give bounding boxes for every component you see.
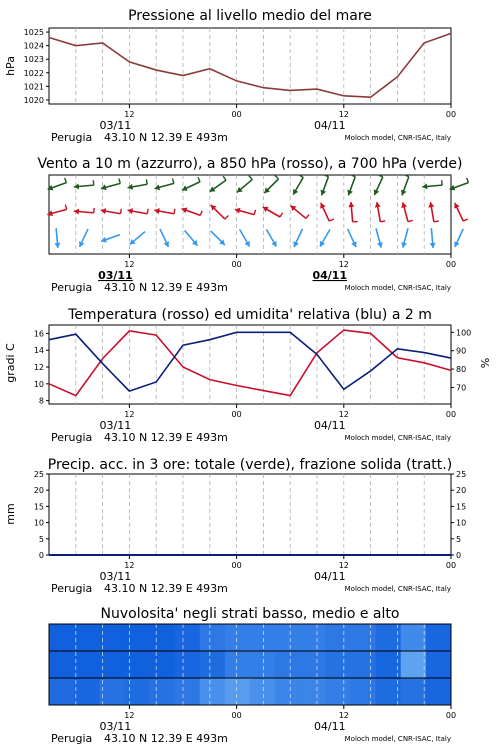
wind-barb <box>380 221 385 222</box>
pressure-title: Pressione al livello medio del mare <box>128 8 372 24</box>
wind-arrow-850-hPa <box>101 208 122 214</box>
wind-barb <box>275 175 279 179</box>
x-tick-label: 12 <box>338 260 349 269</box>
wind-arrow-850-hPa <box>454 203 468 221</box>
wind-head <box>430 243 436 248</box>
pressure-line-point <box>343 95 344 96</box>
y-tick-label: 1025 <box>23 28 44 38</box>
cloud-cell-medio <box>401 651 427 678</box>
y-tick-label: 15 <box>33 502 44 512</box>
wind-arrow-700-hPa <box>450 178 469 191</box>
pressure-line <box>49 33 451 97</box>
wind-arrow-700-hPa <box>101 179 120 191</box>
pressure-line-point <box>236 80 237 81</box>
x-tick-label: 00 <box>445 410 457 419</box>
wind-head <box>74 209 79 215</box>
humidity-ylabel: % <box>479 357 492 369</box>
wind-barb <box>249 176 252 180</box>
wind-arrow-10-m <box>293 229 302 247</box>
wind-arrow-850-hPa <box>291 206 310 219</box>
cloud-cell-medio <box>175 651 201 678</box>
temperature-line-point <box>48 383 49 384</box>
cloud-cell-alto <box>401 624 427 651</box>
wind-arrow-850-hPa <box>348 202 357 222</box>
x-tick-label: 12 <box>124 410 135 419</box>
wind-head <box>377 242 383 248</box>
model-source: Moloch model, CNR-ISAC, Italy <box>344 284 451 292</box>
y-tick-label: 0 <box>38 551 44 560</box>
location-coords: 43.10 N 12.39 E 493m <box>104 131 228 144</box>
precipitation-line-point <box>48 554 49 555</box>
humidity-line-point <box>370 370 371 371</box>
y-tick-label-right: 25 <box>456 470 467 479</box>
location-coords: 43.10 N 12.39 E 493m <box>104 431 228 444</box>
wind-arrow-850-hPa <box>375 202 385 222</box>
pressure-line-point <box>48 37 49 38</box>
humidity-line-point <box>450 357 451 358</box>
cloud-cell-basso <box>225 678 251 705</box>
wind-arrow-10-m <box>320 229 330 246</box>
pressure-line-point <box>290 90 291 91</box>
wind-arrow-700-hPa <box>401 175 409 196</box>
wind-barb <box>254 210 255 215</box>
x-tick-label: 12 <box>124 561 135 570</box>
x-tick-label: 12 <box>124 260 135 269</box>
wind-barb <box>198 177 200 182</box>
wind-arrow-700-hPa <box>210 176 226 192</box>
wind-arrow-700-hPa <box>237 176 252 193</box>
wind-head <box>101 184 107 190</box>
y-tick-label: 14 <box>33 346 44 356</box>
y-tick-label-right: 100 <box>456 328 472 338</box>
wind-arrow-10-m <box>211 231 225 245</box>
pressure-line-point <box>316 88 317 89</box>
wind-arrow-700-hPa <box>182 177 200 191</box>
wind-arrow-700-hPa <box>347 175 355 196</box>
humidity-line <box>49 332 451 391</box>
y-tick-label: 1022 <box>23 68 44 78</box>
y-tick-label-right: 20 <box>456 486 467 496</box>
wind-barb <box>65 205 66 210</box>
pressure-ylabel: hPa <box>4 56 17 76</box>
precipitation-line-point <box>316 554 317 555</box>
wind-head <box>401 202 407 208</box>
wind-barb <box>120 209 121 214</box>
wind-arrow-700-hPa <box>422 180 442 189</box>
wind-arrow-10-m <box>348 229 357 247</box>
wind-arrow-700-hPa <box>48 178 67 191</box>
temperature-line <box>49 330 451 396</box>
date-label: 04/11 <box>313 119 346 132</box>
x-tick-label: 00 <box>231 260 242 269</box>
wind-arrow-850-hPa <box>47 205 66 217</box>
wind-arrow-10-m <box>376 228 383 247</box>
wind-barb <box>147 209 148 214</box>
temperature-line-point <box>263 390 264 391</box>
cloud-cell-medio <box>150 651 176 678</box>
wind-head <box>155 184 161 190</box>
humidity-line-point <box>209 339 210 340</box>
wind-arrow-10-m <box>79 229 88 247</box>
pressure-line-point <box>424 42 425 43</box>
cloud-cell-medio <box>351 651 377 678</box>
location-name: Perugia <box>51 281 93 294</box>
pressure-line-point <box>156 69 157 70</box>
cloud-cell-basso <box>300 678 326 705</box>
cloud-cell-alto <box>300 624 326 651</box>
pressure-line-point <box>397 76 398 77</box>
date-label: 03/11 <box>99 720 132 733</box>
cloud-cell-medio <box>426 651 452 678</box>
wind-head <box>235 208 241 214</box>
wind-arrow-850-hPa <box>74 208 94 215</box>
date-label: 04/11 <box>313 419 346 432</box>
date-label: 03/11 <box>99 419 132 432</box>
y-tick-label: 1024 <box>23 41 44 51</box>
cloud-cell-basso <box>401 678 427 705</box>
precipitation-line-point <box>424 554 425 555</box>
wind-panel <box>37 156 468 294</box>
y-tick-label: 1020 <box>23 95 44 105</box>
x-tick-label: 00 <box>445 260 457 269</box>
cloud-cell-basso <box>175 678 201 705</box>
cloud-cell-medio <box>225 651 251 678</box>
location-coords: 43.10 N 12.39 E 493m <box>104 281 228 294</box>
precipitation-line-point <box>263 554 264 555</box>
cloud-cell-basso <box>250 678 276 705</box>
date-label: 04/11 <box>312 269 348 282</box>
wind-head <box>422 183 427 189</box>
location-name: Perugia <box>51 582 93 595</box>
x-tick-label: 12 <box>338 561 349 570</box>
cloud-cell-basso <box>275 678 301 705</box>
temperature-humidity-panel <box>4 307 492 444</box>
humidity-line-point <box>156 381 157 382</box>
humidity-line-point <box>263 332 264 333</box>
x-tick-label: 00 <box>231 711 242 720</box>
y-tick-label: 8 <box>38 396 44 406</box>
temperature-line-point <box>450 370 451 371</box>
wind-barb <box>223 176 226 180</box>
location-name: Perugia <box>51 732 93 745</box>
model-source: Moloch model, CNR-ISAC, Italy <box>344 735 451 743</box>
model-source: Moloch model, CNR-ISAC, Italy <box>344 585 451 593</box>
y-tick-label: 16 <box>33 329 44 339</box>
y-tick-label: 10 <box>33 518 44 528</box>
y-tick-label: 12 <box>33 363 44 373</box>
pressure-line-point <box>263 87 264 88</box>
humidity-line-point <box>290 332 291 333</box>
precipitation-panel <box>4 457 466 595</box>
cloud-cell-medio <box>49 651 75 678</box>
y-tick-label-right: 10 <box>456 518 467 528</box>
cloud-cell-alto <box>325 624 351 651</box>
temperature-line-point <box>102 358 103 359</box>
temperature-line-point <box>343 329 344 330</box>
plot-frame <box>49 325 451 404</box>
precipitation-line-point <box>75 554 76 555</box>
cloud-cell-alto <box>426 624 452 651</box>
temperature-line-point <box>182 366 183 367</box>
humidity-line-point <box>75 334 76 335</box>
temperature-line-point <box>209 379 210 380</box>
temperature-line-point <box>397 357 398 358</box>
wind-arrow-700-hPa <box>128 179 148 189</box>
wind-arrow-10-m <box>130 232 145 245</box>
x-tick-label: 12 <box>338 110 349 119</box>
pressure-line-point <box>75 45 76 46</box>
pressure-line-point <box>182 75 183 76</box>
temperature-line-point <box>156 334 157 335</box>
pressure-panel <box>4 8 456 144</box>
cloud-cell-medio <box>300 651 326 678</box>
temperature-ylabel: gradi C <box>4 343 17 383</box>
cloud-cell-medio <box>275 651 301 678</box>
date-label: 03/11 <box>98 269 133 282</box>
cloud-cell-basso <box>99 678 125 705</box>
cloud-cell-medio <box>99 651 125 678</box>
y-tick-label: 20 <box>33 486 44 496</box>
wind-head <box>401 242 407 248</box>
wind-head <box>54 243 60 248</box>
precipitation-title: Precip. acc. in 3 ore: totale (verde), frazione solida (tratt.) <box>47 457 453 473</box>
cloud-cell-alto <box>175 624 201 651</box>
precipitation-line-point <box>102 554 103 555</box>
humidity-line-point <box>48 339 49 340</box>
humidity-line-point <box>424 352 425 353</box>
model-source: Moloch model, CNR-ISAC, Italy <box>344 434 451 442</box>
date-label: 03/11 <box>99 570 132 583</box>
cloud-cell-medio <box>124 651 150 678</box>
wind-head <box>47 210 53 216</box>
cloud-cell-medio <box>325 651 351 678</box>
cloud-cell-medio <box>250 651 276 678</box>
x-tick-label: 12 <box>124 711 135 720</box>
cloud-cell-medio <box>200 651 226 678</box>
y-tick-label-right: 5 <box>456 534 462 544</box>
temperature-title: Temperatura (rosso) ed umidita' relativa (blu) a 2 m <box>68 307 432 323</box>
wind-title: Vento a 10 m (azzurro), a 850 hPa (rosso), a 700 hPa (verde) <box>37 156 463 172</box>
wind-barb <box>329 219 334 221</box>
x-tick-label: 00 <box>445 561 457 570</box>
wind-barb <box>467 178 469 183</box>
wind-arrow-700-hPa <box>320 175 328 196</box>
cloud-cell-basso <box>124 678 150 705</box>
cloud-cell-basso <box>150 678 176 705</box>
wind-arrow-850-hPa <box>263 207 283 217</box>
precipitation-ylabel: mm <box>4 503 17 525</box>
wind-arrow-10-m <box>430 228 436 248</box>
cloud-cell-alto <box>74 624 100 651</box>
model-source: Moloch model, CNR-ISAC, Italy <box>344 134 451 142</box>
y-tick-label: 10 <box>33 379 44 389</box>
y-tick-label: 25 <box>33 470 44 479</box>
wind-arrow-700-hPa <box>374 175 383 195</box>
wind-barb <box>306 215 309 219</box>
precipitation-line-point <box>370 554 371 555</box>
date-label: 04/11 <box>313 570 346 583</box>
cloud-cell-basso <box>200 678 226 705</box>
date-label: 04/11 <box>313 720 346 733</box>
x-tick-label: 00 <box>445 110 457 119</box>
temperature-line-point <box>236 385 237 386</box>
precipitation-line-point <box>182 554 183 555</box>
wind-barb <box>200 211 202 216</box>
y-tick-label-right: 15 <box>456 502 467 512</box>
wind-barb <box>280 213 283 217</box>
plot-frame <box>49 28 451 104</box>
wind-arrow-10-m <box>185 230 198 245</box>
wind-arrow-700-hPa <box>155 179 174 191</box>
precipitation-line-point <box>290 554 291 555</box>
humidity-line-point <box>102 363 103 364</box>
precipitation-line-point <box>156 554 157 555</box>
temperature-line-point <box>370 333 371 334</box>
humidity-line-point <box>397 348 398 349</box>
wind-arrow-850-hPa <box>235 208 256 215</box>
humidity-line-point <box>129 391 130 392</box>
cloud-cell-alto <box>124 624 150 651</box>
cloud-cell-alto <box>250 624 276 651</box>
temperature-line-point <box>75 395 76 396</box>
wind-arrow-700-hPa <box>264 175 278 193</box>
cloud-cell-alto <box>225 624 251 651</box>
wind-arrow-850-hPa <box>211 205 229 219</box>
cloud-cell-basso <box>351 678 377 705</box>
wind-arrow-700-hPa <box>74 180 94 189</box>
cloud-title: Nuvolosita' negli strati basso, medio e alto <box>100 606 400 622</box>
temperature-line-point <box>129 330 130 331</box>
wind-head <box>74 183 79 189</box>
y-tick-label: 1023 <box>23 55 44 65</box>
wind-head <box>348 202 354 207</box>
wind-arrow-850-hPa <box>320 203 334 221</box>
cloud-cover-panel <box>49 606 456 745</box>
x-tick-label: 00 <box>231 410 242 419</box>
pressure-line-point <box>209 68 210 69</box>
y-tick-label-right: 90 <box>456 346 467 356</box>
wind-arrow-10-m <box>101 235 120 243</box>
cloud-cell-alto <box>275 624 301 651</box>
humidity-line-point <box>236 332 237 333</box>
wind-arrow-850-hPa <box>128 208 149 214</box>
wind-barb <box>408 220 413 221</box>
location-name: Perugia <box>51 431 93 444</box>
y-tick-label-right: 70 <box>456 383 467 393</box>
x-tick-label: 00 <box>445 711 457 720</box>
pressure-line-point <box>102 42 103 43</box>
cloud-cell-alto <box>351 624 377 651</box>
pressure-line-point <box>129 61 130 62</box>
y-tick-label-right: 0 <box>456 551 462 560</box>
wind-barb <box>463 219 468 221</box>
x-tick-label: 00 <box>231 110 242 119</box>
temperature-line-point <box>290 395 291 396</box>
x-tick-label: 00 <box>231 561 242 570</box>
x-tick-label: 12 <box>338 711 349 720</box>
precipitation-line-point <box>209 554 210 555</box>
wind-arrow-850-hPa <box>401 202 413 221</box>
wind-arrow-10-m <box>454 229 463 247</box>
wind-barb <box>174 209 175 214</box>
wind-arrow-850-hPa <box>154 208 175 214</box>
cloud-cell-basso <box>49 678 75 705</box>
wind-barb <box>65 178 67 183</box>
wind-barb <box>225 216 229 220</box>
wind-barb <box>173 179 174 184</box>
cloud-cell-basso <box>325 678 351 705</box>
x-tick-label: 12 <box>124 110 135 119</box>
cloud-cell-alto <box>49 624 75 651</box>
plot-frame <box>49 474 451 555</box>
wind-barb <box>146 179 147 184</box>
wind-arrow-850-hPa <box>428 202 438 222</box>
wind-arrow-10-m <box>401 228 408 247</box>
cloud-cell-basso <box>426 678 452 705</box>
wind-arrow-700-hPa <box>293 175 303 195</box>
humidity-line-point <box>343 389 344 390</box>
wind-barb <box>119 179 120 184</box>
date-label: 03/11 <box>99 119 132 132</box>
wind-arrow-10-m <box>160 229 169 247</box>
pressure-line-point <box>370 97 371 98</box>
cloud-cell-alto <box>200 624 226 651</box>
temperature-line-point <box>424 362 425 363</box>
wind-arrow-10-m <box>240 229 250 246</box>
x-tick-label: 12 <box>338 410 349 419</box>
wind-arrow-10-m <box>54 228 60 248</box>
location-name: Perugia <box>51 131 93 144</box>
y-tick-label-right: 80 <box>456 365 467 375</box>
humidity-line-point <box>316 354 317 355</box>
location-coords: 43.10 N 12.39 E 493m <box>104 582 228 595</box>
location-coords: 43.10 N 12.39 E 493m <box>104 732 228 745</box>
cloud-cell-alto <box>150 624 176 651</box>
cloud-cell-alto <box>99 624 125 651</box>
wind-arrow-10-m <box>266 229 276 246</box>
wind-barb <box>434 221 439 222</box>
cloud-cell-medio <box>74 651 100 678</box>
y-tick-label: 1021 <box>23 82 44 92</box>
y-tick-label: 5 <box>38 534 44 544</box>
cloud-cell-basso <box>74 678 100 705</box>
wind-arrow-850-hPa <box>182 207 203 215</box>
humidity-line-point <box>182 345 183 346</box>
precipitation-line-point <box>397 554 398 555</box>
pressure-line-point <box>450 33 451 34</box>
